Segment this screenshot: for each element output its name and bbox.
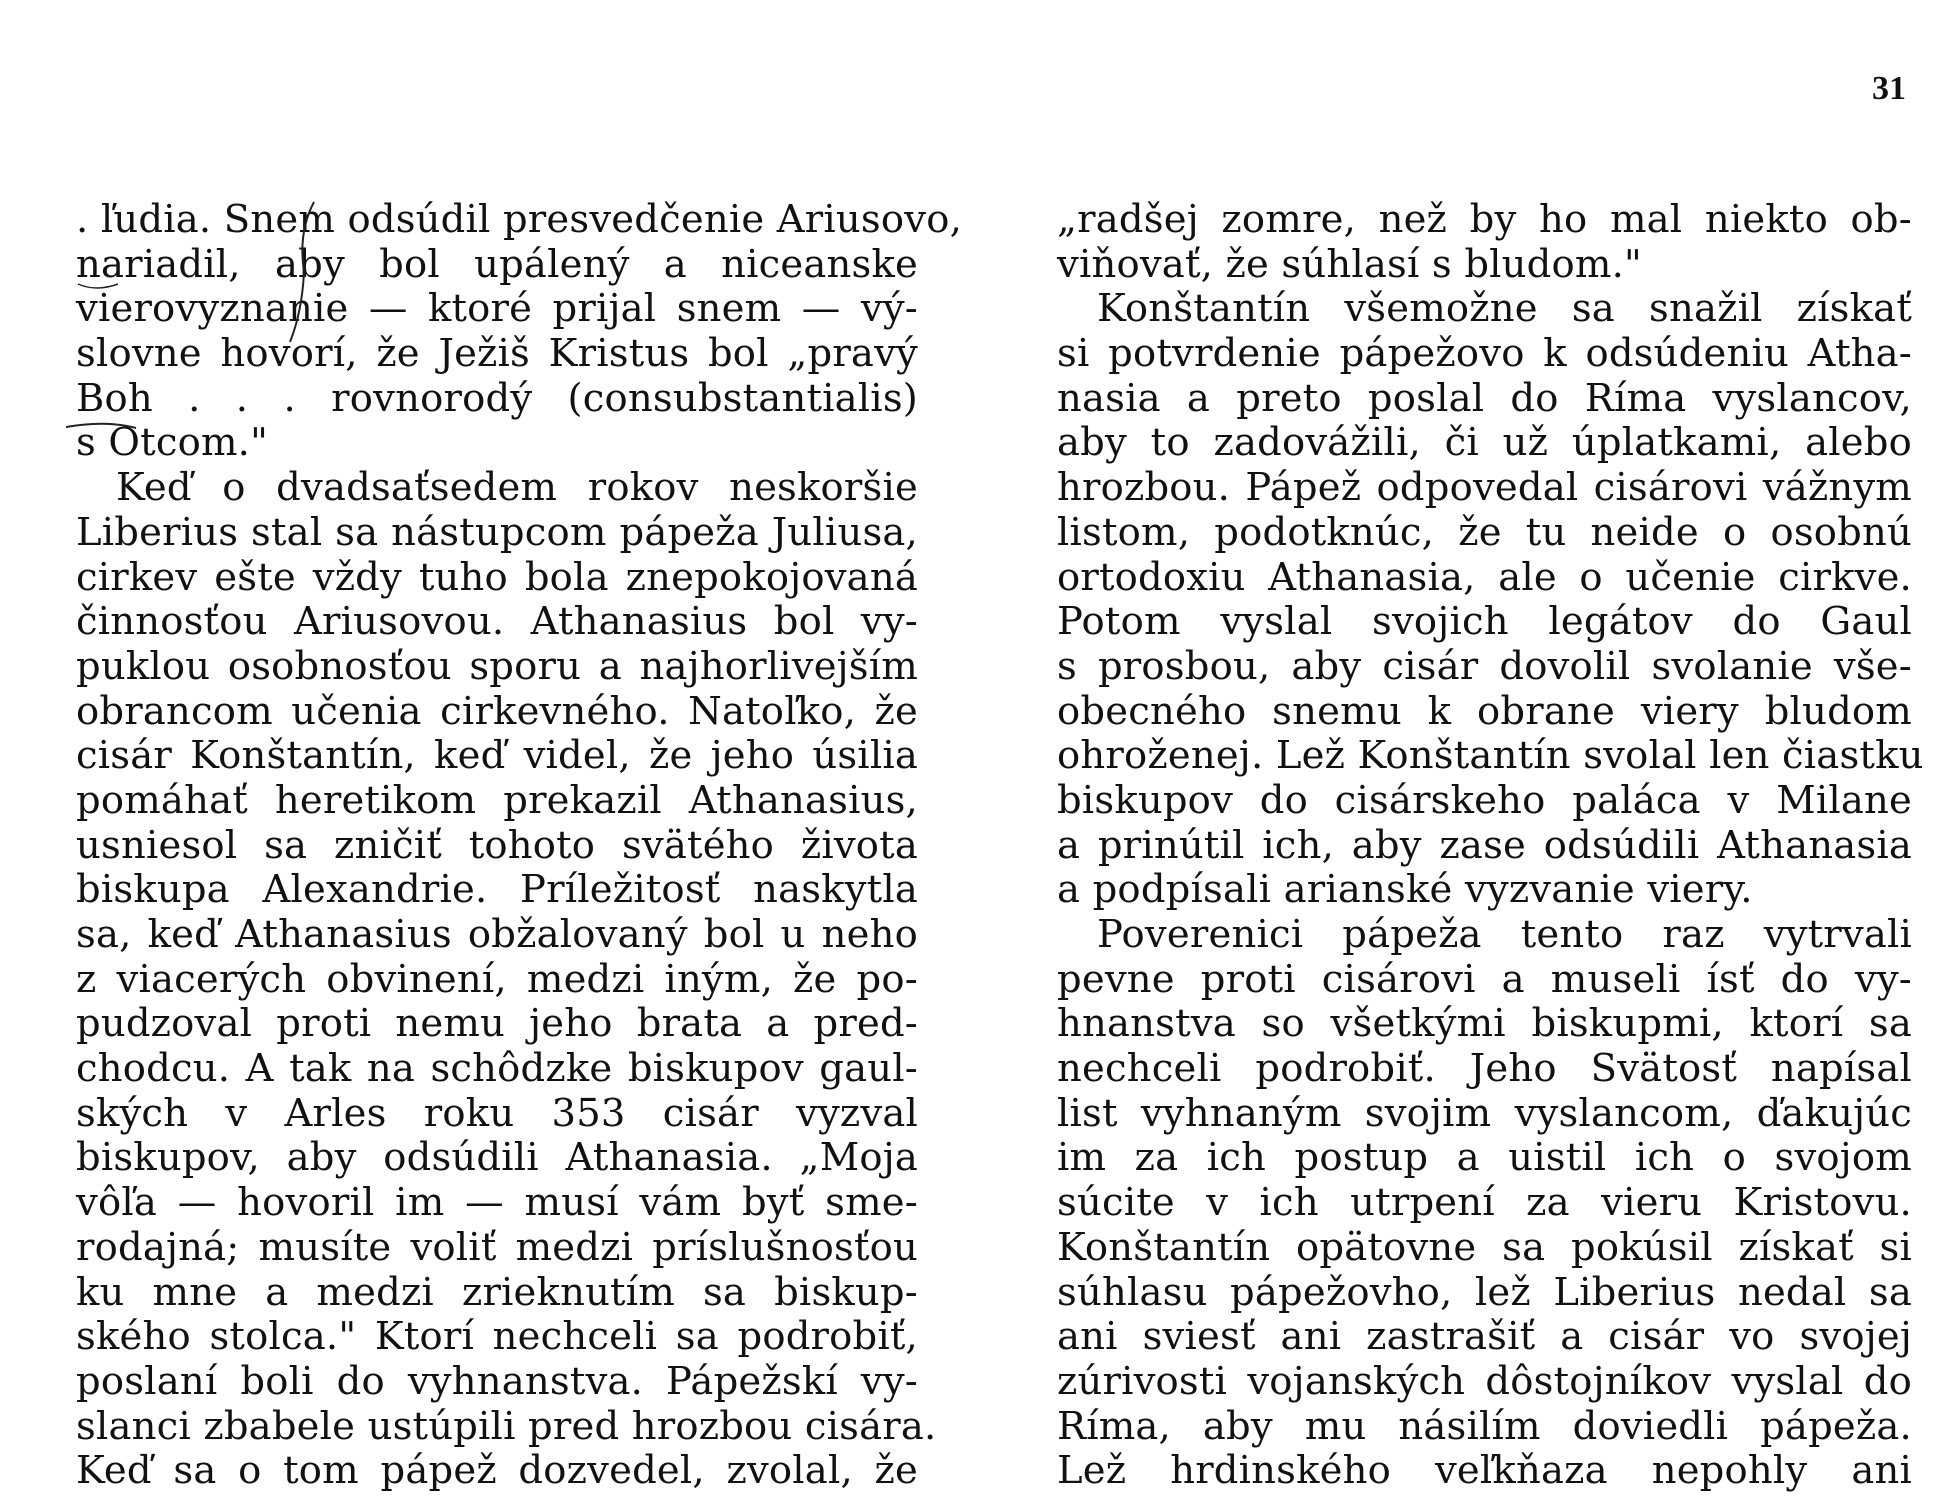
text-line: Konštantín opätovne sa pokúsil získať si xyxy=(1057,1224,1912,1270)
text-line: obecného snemu k obrane viery bludom xyxy=(1057,688,1912,734)
text-line: . ľudia. Snem odsúdil presvedčenie Ariusovo, xyxy=(76,197,963,242)
text-line: a prinútil ich, aby zase odsúdili Athanasia xyxy=(1057,822,1912,868)
ink-smudge-mark xyxy=(66,192,386,452)
text-line: ského stolca." Ktorí nechceli sa podrobiť, xyxy=(76,1314,918,1360)
text-line: puklou osobnosťou sporu a najhorlivejším xyxy=(76,643,918,689)
text-line: Ríma, aby mu násilím doviedli pápeža. xyxy=(1057,1403,1912,1449)
text-line: ortodoxiu Athanasia, ale o učenie cirkve. xyxy=(1057,554,1912,600)
text-line: si potvrdenie pápežovo k odsúdeniu Atha- xyxy=(1057,331,1912,377)
left-text-column xyxy=(76,197,963,1494)
text-line: biskupa Alexandrie. Príležitosť naskytla xyxy=(76,867,918,913)
text-line: aby to zadovážili, či už úplatkami, alebo xyxy=(1057,420,1912,466)
text-line: vôľa — hovoril im — musí vám byť sme- xyxy=(76,1180,918,1226)
text-line: slovne hovorí, že Ježiš Kristus bol „pravý xyxy=(76,331,918,377)
text-line: Poverenici pápeža tento raz vytrvali xyxy=(1097,912,1912,957)
text-line: biskupov do cisárskeho paláca v Milane xyxy=(1057,777,1912,823)
text-line: obrancom učenia cirkevného. Natoľko, že xyxy=(76,688,918,734)
text-line: z viacerých obvinení, medzi iným, že po- xyxy=(76,956,918,1002)
text-line: list vyhnaným svojim vyslancom, ďakujúc xyxy=(1057,1090,1912,1136)
text-line: nasia a preto poslal do Ríma vyslancov, xyxy=(1057,375,1912,421)
text-line: Potom vyslal svojich legátov do Gaul xyxy=(1057,599,1912,645)
text-line: slanci zbabele ustúpili pred hrozbou cisára. xyxy=(76,1403,937,1449)
text-line: poslaní boli do vyhnanstva. Pápežskí vy- xyxy=(76,1358,918,1404)
text-line: im za ich postup a uistil ich o svojom xyxy=(1057,1135,1912,1181)
right-text-column xyxy=(1057,197,1924,1494)
text-line: viňovať, že súhlasí s bludom." xyxy=(1057,241,1642,287)
text-line: hnanstva so všetkými biskupmi, ktorí sa xyxy=(1057,1001,1912,1047)
text-line: ohroženej. Lež Konštantín svolal len čiastku xyxy=(1057,733,1924,779)
text-line: listom, podotknúc, že tu neide o osobnú xyxy=(1057,509,1912,555)
page-number: 31 xyxy=(1872,70,1906,107)
text-line: ských v Arles roku 353 cisár vyzval xyxy=(76,1090,918,1136)
text-line: usniesol sa zničiť tohoto svätého života xyxy=(76,822,918,868)
text-line: nechceli podrobiť. Jeho Svätosť napísal xyxy=(1057,1046,1912,1092)
text-line: ku mne a medzi zrieknutím sa biskup- xyxy=(76,1269,918,1315)
text-line: činnosťou Ariusovou. Athanasius bol vy- xyxy=(76,599,918,645)
text-line: pudzoval proti nemu jeho brata a pred- xyxy=(76,1001,918,1047)
text-line: ani sviesť ani zastrašiť a cisár vo svojej xyxy=(1057,1314,1912,1360)
text-line: chodcu. A tak na schôdzke biskupov gaul- xyxy=(76,1046,918,1092)
text-line: Keď sa o tom pápež dozvedel, zvolal, že xyxy=(76,1448,918,1494)
text-line: a podpísali arianské vyzvanie viery. xyxy=(1057,867,1753,913)
text-line: súcite v ich utrpení za vieru Kristovu. xyxy=(1057,1180,1912,1226)
text-line: Lež hrdinského veľkňaza nepohly ani xyxy=(1057,1448,1912,1494)
text-line: Konštantín všemožne sa snažil získať xyxy=(1097,286,1912,332)
text-line: Boh . . . rovnorodý (consubstantialis) xyxy=(76,375,918,421)
text-line: zúrivosti vojanských dôstojníkov vyslal do xyxy=(1057,1358,1912,1404)
text-line: hrozbou. Pápež odpovedal cisárovi vážnym xyxy=(1057,465,1912,511)
text-line: Liberius stal sa nástupcom pápeža Juliusa, xyxy=(76,509,918,555)
text-line: Keď o dvadsaťsedem rokov neskoršie xyxy=(116,465,918,511)
text-line: rodajná; musíte voliť medzi príslušnosťou xyxy=(76,1224,918,1270)
text-line: pomáhať heretikom prekazil Athanasius, xyxy=(76,777,918,823)
text-line: „radšej zomre, než by ho mal niekto ob- xyxy=(1057,197,1912,242)
text-line: cirkev ešte vždy tuho bola znepokojovaná xyxy=(76,554,918,600)
text-line: s prosbou, aby cisár dovolil svolanie vše- xyxy=(1057,643,1912,689)
text-line: sa, keď Athanasius obžalovaný bol u neho xyxy=(76,912,918,957)
text-line: súhlasu pápežovho, lež Liberius nedal sa xyxy=(1057,1269,1912,1315)
text-line: pevne proti cisárovi a museli ísť do vy- xyxy=(1057,956,1912,1002)
text-line: cisár Konštantín, keď videl, že jeho úsilia xyxy=(76,733,918,779)
text-line: nariadil, aby bol upálený a niceanske xyxy=(76,241,918,287)
text-line: s Otcom." xyxy=(76,420,269,466)
text-line: vierovyznanie — ktoré prijal snem — vý- xyxy=(76,286,918,332)
text-line: biskupov, aby odsúdili Athanasia. „Moja xyxy=(76,1135,918,1181)
